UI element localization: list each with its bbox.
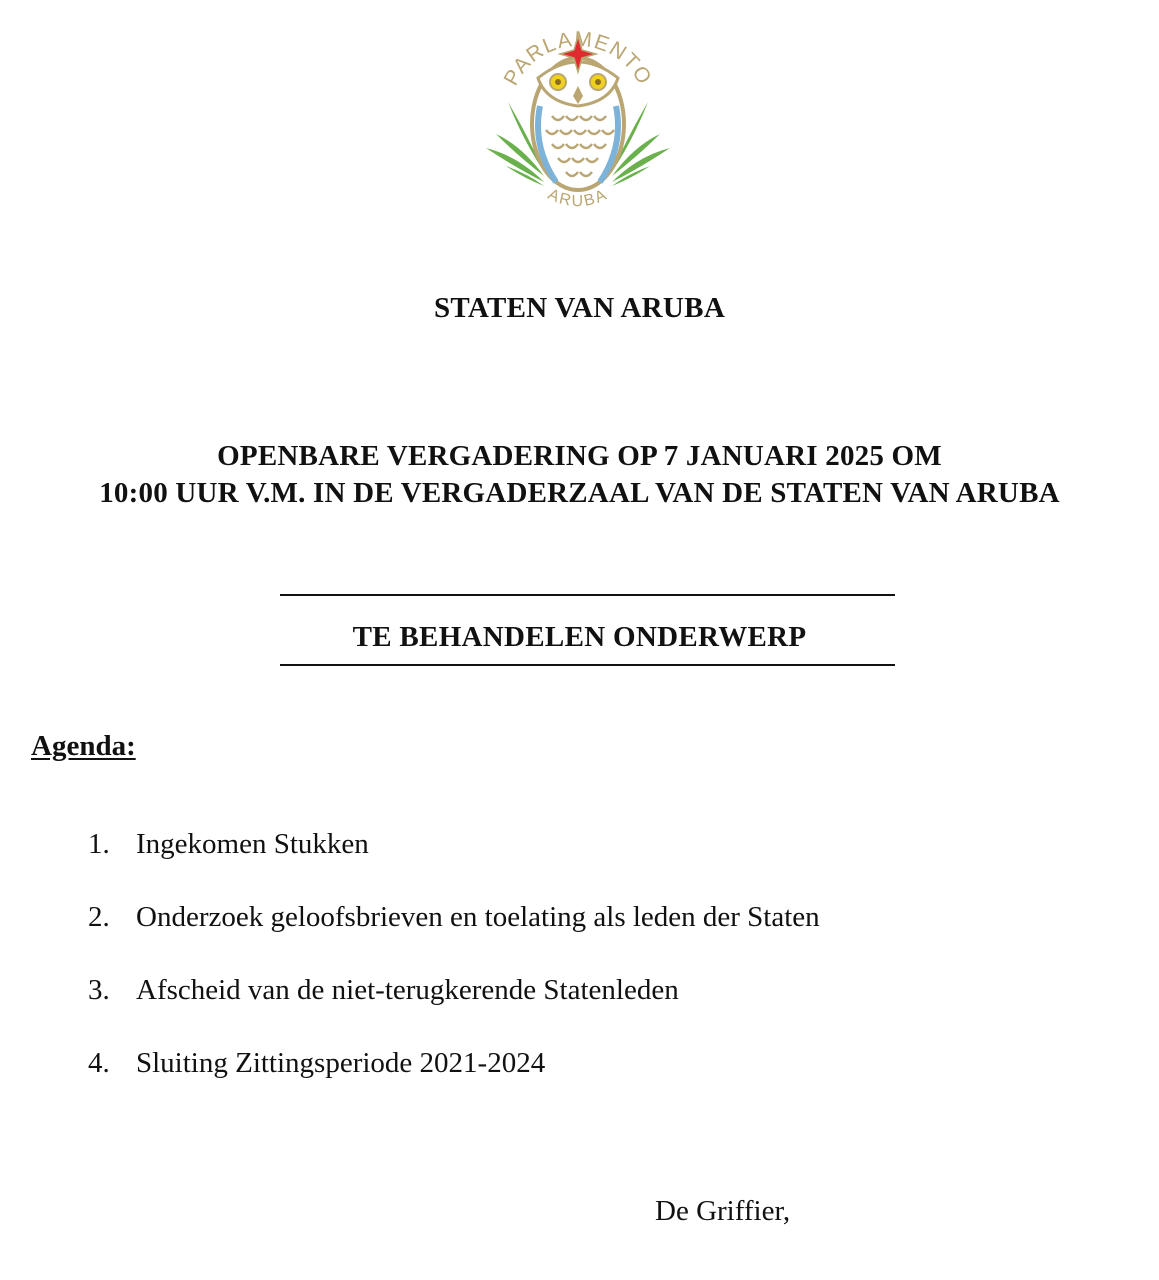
organization-title: STATEN VAN ARUBA [433,292,726,324]
agenda-item-number: 4. [88,1047,110,1079]
meeting-line-1: OPENBARE VERGADERING OP 7 JANUARI 2025 OM [217,440,942,472]
agenda-item-number: 2. [88,901,110,933]
subject-heading: TE BEHANDELEN ONDERWERP [352,621,807,653]
agenda-item-text: Onderzoek geloofsbrieven en toelating als leden der Staten [136,901,820,933]
agenda-item-text: Afscheid van de niet-terugkerende Statenleden [136,974,679,1006]
agenda-item-text: Sluiting Zittingsperiode 2021-2024 [136,1047,546,1079]
meeting-announcement [0,438,1159,512]
divider-top [280,594,895,596]
agenda-list [0,828,1159,1120]
agenda-item [0,974,1159,1047]
divider-bottom [280,664,895,666]
agenda-item-number: 1. [88,828,110,860]
griffier-signoff: De Griffier, [655,1195,791,1227]
agenda-item [0,828,1159,901]
agenda-item-number: 3. [88,974,110,1006]
owl-emblem-icon [478,6,678,216]
agenda-item-text: Ingekomen Stukken [136,828,369,860]
agenda-heading: Agenda: [31,730,136,762]
agenda-item [0,1047,1159,1120]
agenda-item [0,901,1159,974]
meeting-line-2: 10:00 UUR V.M. IN DE VERGADERZAAL VAN DE STATEN VAN ARUBA [99,477,1060,509]
parlamento-aruba-logo [478,6,678,216]
svg-text:ARUBA: ARUBA [545,185,611,211]
svg-text:PARLAMENTO: PARLAMENTO [499,27,657,90]
